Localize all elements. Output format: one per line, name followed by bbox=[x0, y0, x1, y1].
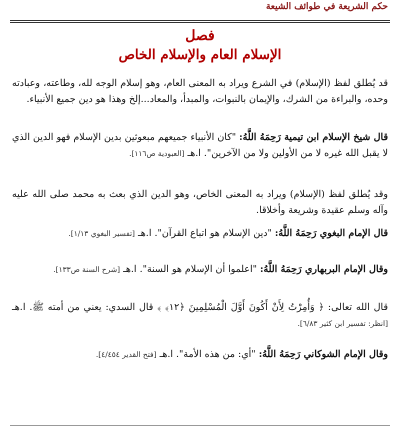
running-header-title: حكم الشريعة في طوائف الشيعة bbox=[265, 2, 388, 12]
quote-text: "اعلموا أن الإسلام هو السنة". ا.هـ bbox=[120, 264, 260, 275]
quote-speaker: قال الإمام البغوي رَحِمَهُ اللَّهُ: bbox=[274, 228, 388, 239]
quote-reference: [شرح السنة ص١٣٣]. bbox=[53, 265, 121, 274]
footer-rule bbox=[10, 425, 390, 426]
quote-reference: [فتح القدير ٤/٤٥٤]. bbox=[95, 350, 157, 359]
quote-reference: [انظر: تفسير ابن كثير ٦/٨٣]. bbox=[297, 318, 388, 328]
paragraph-quran-verse bbox=[12, 300, 388, 331]
paragraph-barbahari-quote bbox=[12, 262, 388, 278]
paragraph-baghawi-quote bbox=[12, 226, 388, 242]
quote-text: "دين الإسلام هو اتباع القرآن". ا.هـ bbox=[134, 228, 275, 239]
header-rule bbox=[10, 20, 390, 21]
verse-text: قال الله تعالى: ﴿ وَأُمِرْتُ لِأَنْ أَكُونَ أَوَّلَ الْمُسْلِمِينَ ﴿١٢﴾ ﴾ قال السدي: يعني من أمته ﷺ. ا.هـ bbox=[12, 302, 388, 313]
paragraph-general-islam: قد يُطلق لفظ (الإسلام) في الشرع ويراد به المعنى العام، وهو إسلام الوجه لله، وطاعته، وعبادته وحده، والبراءة من الشرك، والإيمان بالنبوات، والمبدأ، والمعاد...إلخ وهذا هو دين جميع الأنبياء. bbox=[12, 78, 388, 105]
quote-speaker: وقال الإمام الشوكاني رَحِمَهُ اللَّهُ: bbox=[258, 349, 388, 360]
quote-reference: [تفسير البغوي ١/١٣]. bbox=[68, 229, 135, 238]
section-title: الإسلام العام والإسلام الخاص bbox=[118, 47, 282, 63]
paragraph-specific-islam: وقد يُطلق لفظ (الإسلام) ويراد به المعنى الخاص، وهو الدين الذي بعث به محمد صلى الله عليه وآله وسلم عقيدة وشريعة وأخلاقا. bbox=[12, 189, 388, 216]
quote-reference: [العبودية ص١١٦]. bbox=[129, 148, 185, 158]
quote-speaker: قال شيخ الإسلام ابن تيمية رَحِمَهُ اللَّهُ: bbox=[239, 132, 388, 143]
section-label: فصل bbox=[185, 28, 215, 44]
quote-speaker: وقال الإمام البربهاري رَحِمَهُ اللَّهُ: bbox=[260, 264, 388, 275]
paragraph-ibn-taymiyyah-quote bbox=[12, 130, 388, 161]
paragraph-shawkani-quote bbox=[12, 347, 388, 363]
header-rule-secondary bbox=[10, 22, 390, 23]
quote-text: "كان الأنبياء جميعهم مبعوثين بدين الإسلام فهو الدين الذي لا يقبل الله غيره لا من الأولين ولا من الآخرين". ا.هـ bbox=[12, 132, 388, 159]
quote-text: "أي: من هذه الأمة". ا.هـ bbox=[156, 349, 259, 360]
